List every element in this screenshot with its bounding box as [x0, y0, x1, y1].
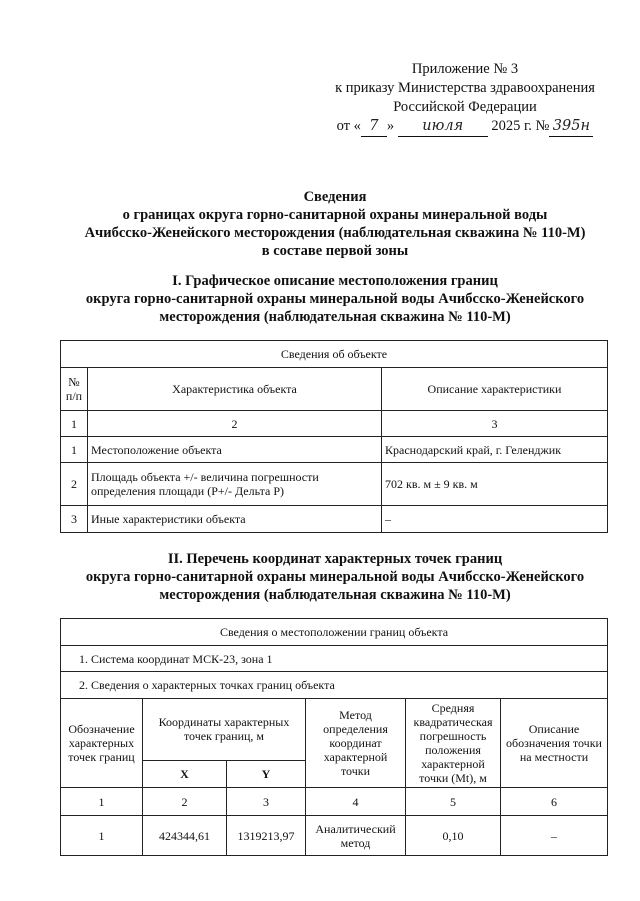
column-number: 4: [306, 788, 406, 816]
cell: Местоположение объекта: [88, 437, 382, 463]
appendix-order: к приказу Министерства здравоохранения: [335, 80, 595, 96]
column-header: Описание обозначения точки на местности: [501, 699, 608, 788]
heading-line: Сведения: [303, 189, 367, 205]
section1-title: [40, 272, 630, 326]
column-header: № п/п: [61, 368, 88, 411]
section2-title: [40, 550, 630, 604]
cell: 1319213,97: [227, 816, 306, 856]
object-info-table: [60, 340, 608, 533]
cell: –: [501, 816, 608, 856]
cell: Иные характеристики объекта: [88, 506, 382, 533]
from-label: от «: [336, 118, 361, 134]
coordinate-system: 1. Система координат МСК-23, зона 1: [61, 646, 608, 672]
column-header: Характеристика объекта: [88, 368, 382, 411]
quote: »: [386, 118, 395, 134]
section-line: месторождения (наблюдательная скважина № 110-М): [159, 309, 511, 325]
heading-line: о границах округа горно-санитарной охраны минеральной воды: [122, 207, 548, 223]
table-caption: Сведения о местоположении границ объекта: [61, 619, 608, 646]
cell: 702 кв. м ± 9 кв. м: [382, 463, 608, 506]
column-header: Метод определения координат характерной точки: [306, 699, 406, 788]
appendix-date: [300, 117, 630, 137]
table-row: [61, 816, 608, 856]
cell: 2: [61, 463, 88, 506]
cell: 3: [61, 506, 88, 533]
appendix-number: Приложение № 3: [411, 61, 519, 77]
cell: Краснодарский край, г. Геленджик: [382, 437, 608, 463]
cell: 1: [61, 437, 88, 463]
cell: 1: [61, 816, 143, 856]
column-number: 2: [143, 788, 227, 816]
column-header: Обозначение характерных точек границ: [61, 699, 143, 788]
column-number: 1: [61, 411, 88, 437]
cell: 0,10: [406, 816, 501, 856]
section-line: I. Графическое описание местоположения границ: [172, 273, 498, 289]
year-label: 2025 г. №: [491, 118, 550, 134]
handwritten-month: июля: [398, 117, 488, 137]
cell: Площадь объекта +/- величина погрешности определения площади (Р+/- Дельта Р): [88, 463, 382, 506]
section-line: округа горно-санитарной охраны минеральной воды Ачибсско-Женейского: [85, 291, 585, 307]
document-heading: [40, 188, 630, 260]
handwritten-day: 7: [361, 117, 387, 137]
column-header-x: X: [143, 760, 227, 787]
column-number: 5: [406, 788, 501, 816]
column-number: 6: [501, 788, 608, 816]
table-row: [61, 437, 608, 463]
table-row: [61, 463, 608, 506]
column-number: 2: [88, 411, 382, 437]
heading-line: Ачибсско-Женейского месторождения (наблюдательная скважина № 110-М): [84, 225, 586, 241]
handwritten-number: 395н: [549, 117, 593, 137]
column-number: 3: [382, 411, 608, 437]
cell: –: [382, 506, 608, 533]
cell: 424344,61: [143, 816, 227, 856]
appendix-country: Российской Федерации: [393, 99, 537, 115]
section-line: месторождения (наблюдательная скважина № 110-М): [159, 587, 511, 603]
points-title: 2. Сведения о характерных точках границ объекта: [61, 672, 608, 699]
table-row: [61, 506, 608, 533]
column-header-y: Y: [227, 760, 306, 787]
appendix-block: [300, 60, 630, 137]
section-line: округа горно-санитарной охраны минеральной воды Ачибсско-Женейского: [85, 569, 585, 585]
section-line: II. Перечень координат характерных точек границ: [167, 551, 503, 567]
column-number: 1: [61, 788, 143, 816]
column-header: Координаты характерных точек границ, м: [143, 699, 306, 761]
cell: Аналитический метод: [306, 816, 406, 856]
coordinates-table: [60, 618, 608, 856]
column-number: 3: [227, 788, 306, 816]
column-header: Средняя квадратическая погрешность положения характерной точки (Mt), м: [406, 699, 501, 788]
heading-line: в составе первой зоны: [261, 243, 409, 259]
table-caption: Сведения об объекте: [61, 341, 608, 368]
column-header: Описание характеристики: [382, 368, 608, 411]
